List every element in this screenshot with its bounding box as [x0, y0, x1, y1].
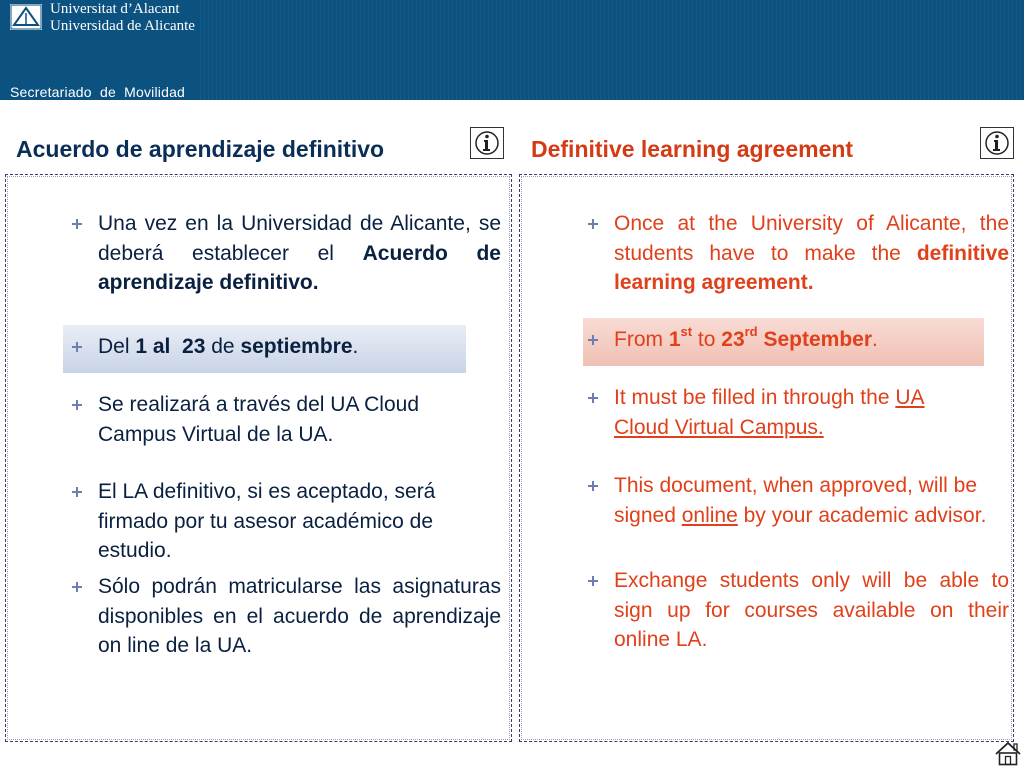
bullet-item [98, 332, 468, 362]
bullet-icon [70, 332, 84, 361]
online-link[interactable]: online [681, 503, 738, 527]
bullet-icon [70, 477, 84, 506]
item-text: Exchange students only will be able to sign up for courses available on their online LA. [614, 569, 1021, 651]
ordinal-suffix: rd [744, 324, 758, 339]
item-text: From [614, 328, 669, 351]
item-text: . [872, 328, 878, 351]
bullet-icon [586, 209, 600, 238]
university-name-spanish: Universidad de Alicante [50, 18, 195, 34]
info-icon[interactable] [470, 127, 504, 159]
bullet-icon [586, 471, 600, 500]
item-text: Una vez en la Universidad de Alicante, se deberá establecer el [98, 212, 501, 265]
item-text: to [692, 328, 722, 351]
item-text: Once at the University of Alicante, the students have to make the [614, 212, 1009, 265]
item-text: Sólo podrán matricularse las asignaturas disponibles en el acuerdo de aprendizaje on line de la UA. [98, 575, 501, 657]
ordinal-suffix: st [680, 324, 693, 339]
bullet-item [614, 566, 1021, 655]
month: septiembre [240, 335, 353, 358]
bullet-item [614, 325, 984, 355]
header-pattern [200, 0, 1024, 100]
info-icon[interactable] [980, 127, 1014, 159]
month: September [757, 328, 872, 351]
item-text: El LA definitivo, si es aceptado, será firmado por tu asesor académico de estudio. [98, 480, 436, 562]
bullet-icon [70, 209, 84, 238]
bullet-icon [70, 572, 84, 601]
bullet-item [614, 471, 1009, 530]
ua-cloud-link[interactable]: UA Cloud Virtual Campus. [614, 386, 925, 439]
item-bold-text: Acuerdo de aprendizaje definitivo. [98, 241, 501, 294]
date-range: 1 al 23 [135, 335, 206, 358]
bullet-icon [70, 390, 84, 419]
bullet-icon [586, 566, 600, 595]
item-text: . [352, 335, 359, 358]
title-english: Definitive learning agreement [531, 136, 854, 162]
home-icon[interactable] [994, 741, 1022, 766]
bullet-icon [586, 383, 600, 412]
item-text: Se realizará a través del UA Cloud Campus Virtual de la UA. [98, 393, 419, 446]
header-bar [0, 0, 1024, 100]
item-text: Del [98, 335, 136, 358]
item-text: It must be filled in through the [614, 386, 896, 409]
item-text: de [205, 335, 241, 358]
bullet-icon [586, 325, 600, 354]
department-name: Secretariado de Movilidad [10, 84, 186, 100]
bullet-item [98, 572, 501, 661]
end-day: 23 [721, 328, 745, 351]
bullet-item [98, 209, 501, 298]
bullet-item [614, 209, 1009, 298]
start-day: 1 [668, 328, 681, 351]
university-logo-icon [10, 4, 42, 30]
item-bold-text: definitive learning agreement. [614, 241, 1009, 294]
university-name-valencian: Universitat d’Alacant [50, 1, 180, 17]
title-spanish: Acuerdo de aprendizaje definitivo [16, 136, 385, 162]
item-text: by your academic advisor. [737, 503, 987, 527]
bullet-item [98, 477, 493, 566]
bullet-item [614, 383, 984, 442]
bullet-item [98, 390, 478, 449]
item-text: This document, when approved, will be signed [614, 474, 978, 527]
